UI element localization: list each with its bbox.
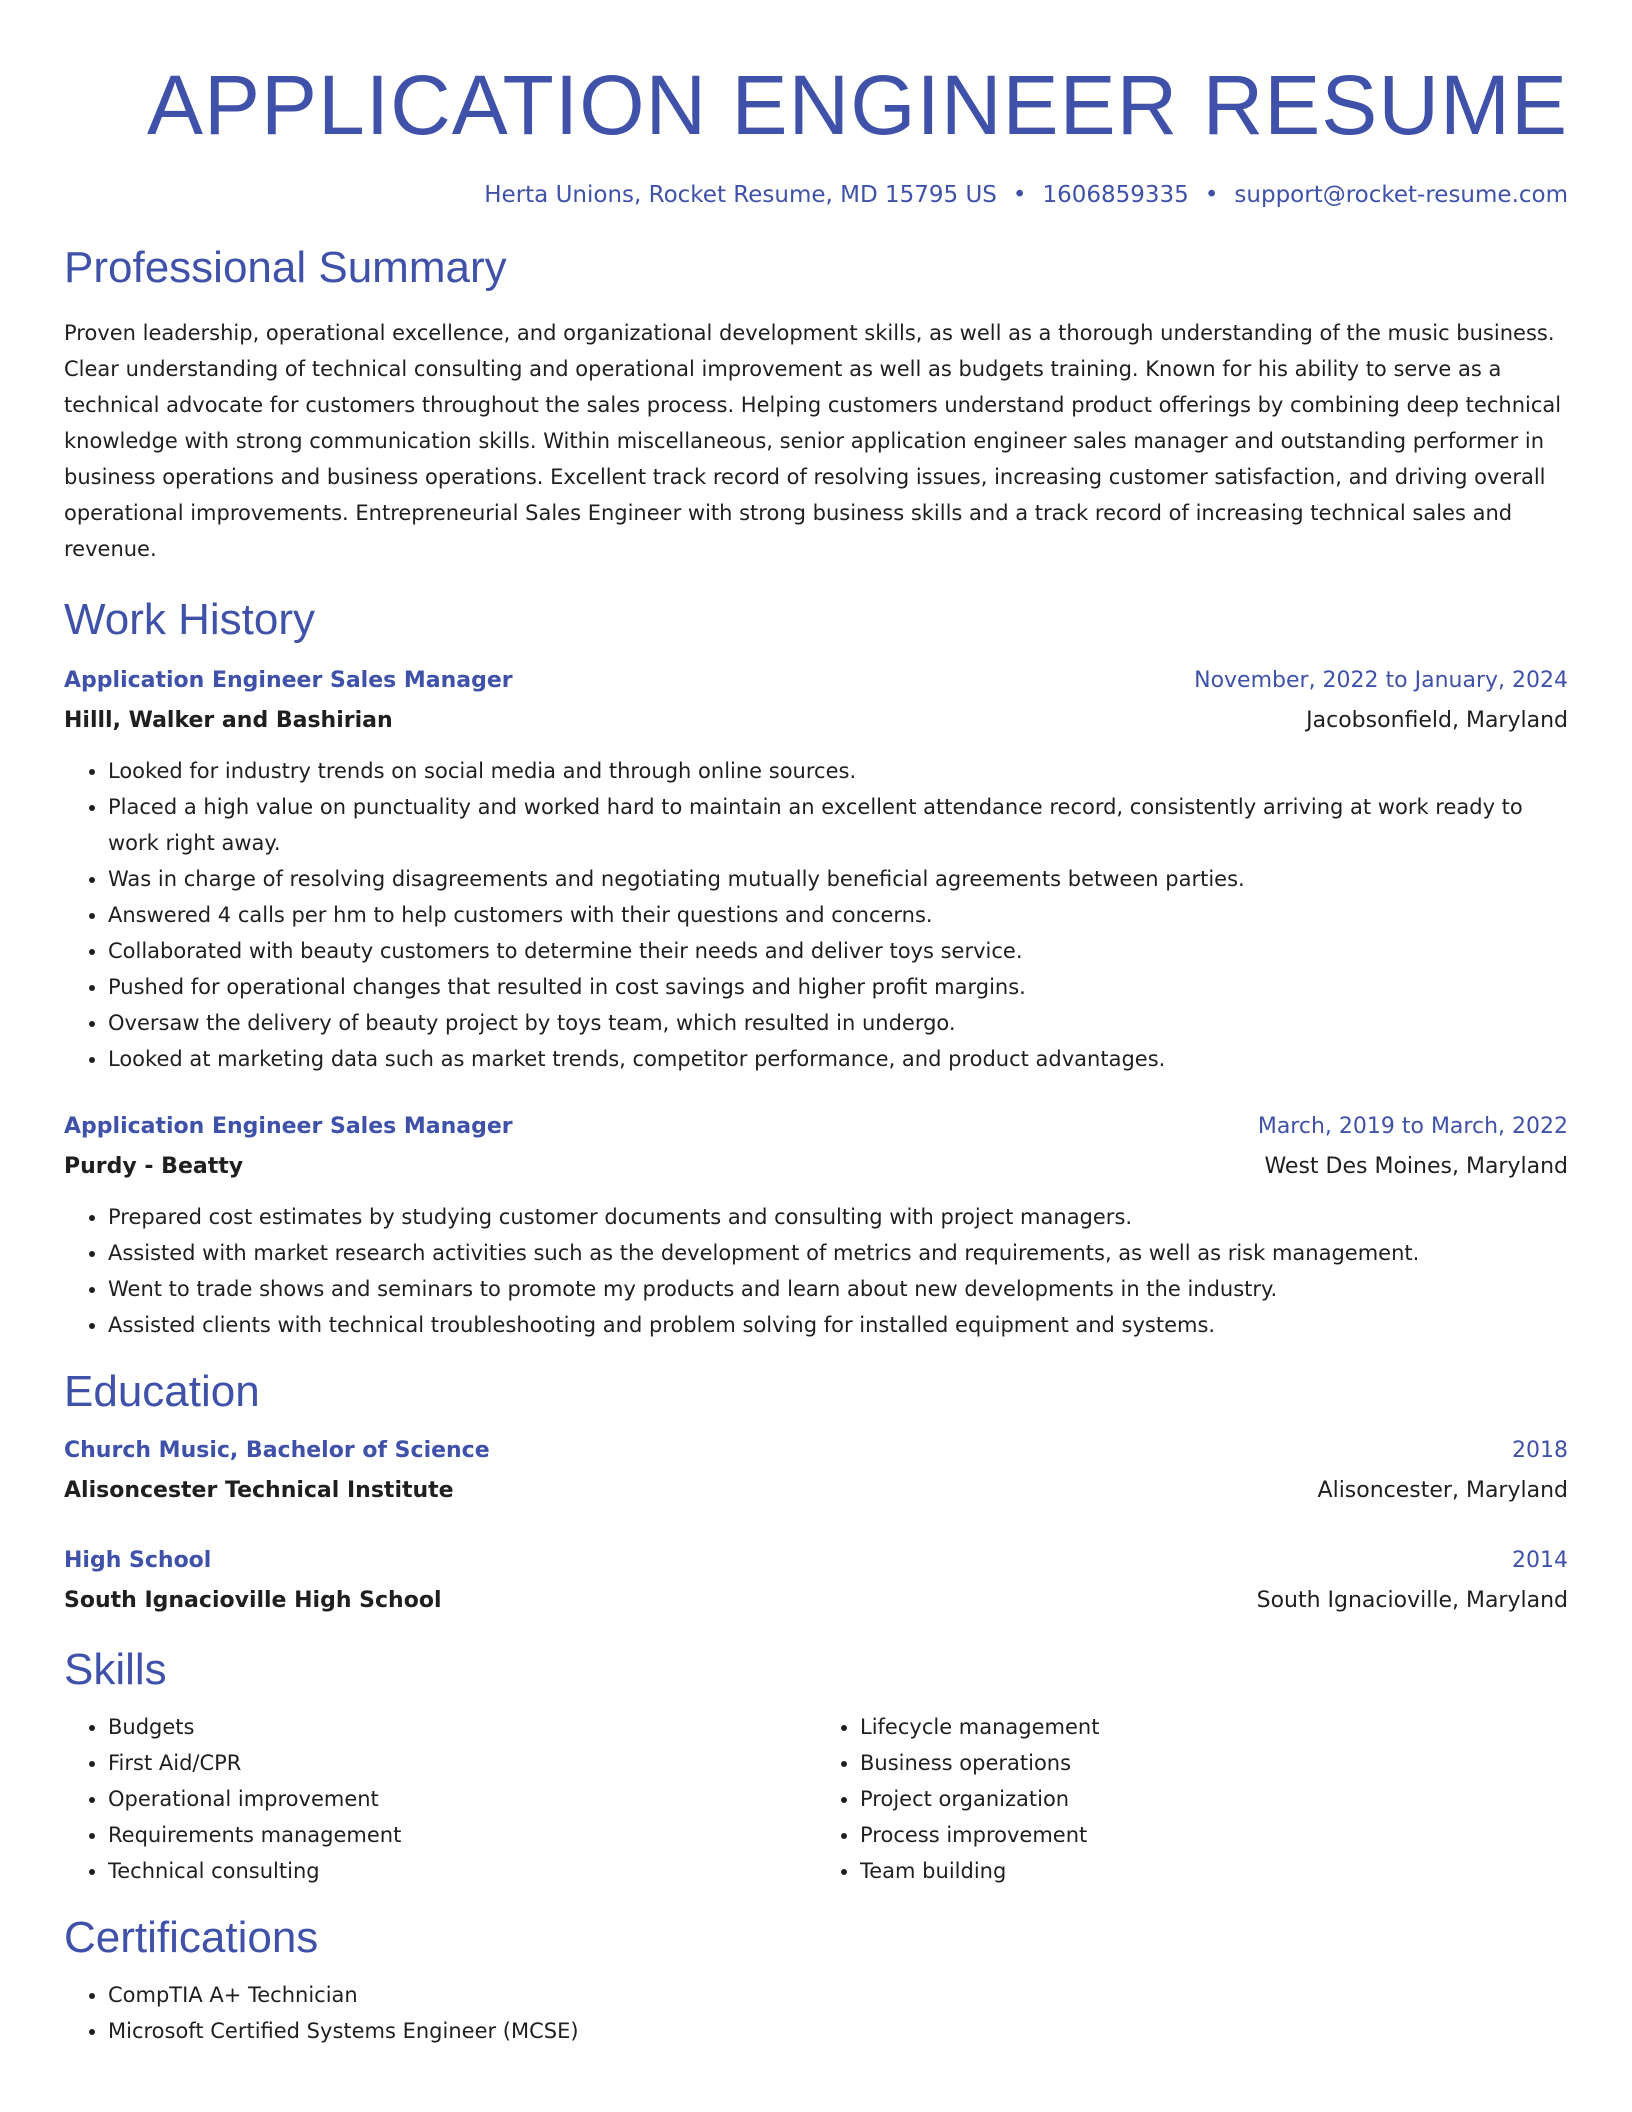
job-bullet: • Oversaw the delivery of beauty project by toys team, which resulted in undergo. [108,1005,1568,1041]
job-title: Application Engineer Sales Manager [64,1114,513,1139]
contact-phone: 1606859335 [1042,182,1189,208]
education-location: South Ignacioville, Maryland [1256,1588,1568,1613]
contact-address: Herta Unions, Rocket Resume, MD 15795 US [484,182,997,208]
job-bullet: • Assisted clients with technical troubleshooting and problem solving for installed equipment and systems. [108,1307,1568,1343]
job-bullet: • Went to trade shows and seminars to promote my products and learn about new developments in the industry. [108,1271,1568,1307]
skill-item: • Requirements management [108,1817,816,1853]
job-bullets [64,1199,1568,1343]
job-title: Application Engineer Sales Manager [64,668,513,693]
contact-email: support@rocket-resume.com [1234,182,1568,208]
education-school: South Ignacioville High School [64,1588,442,1613]
job-bullet: • Answered 4 calls per hm to help customers with their questions and concerns. [108,897,1568,933]
contact-separator: • [1204,182,1219,208]
skill-item: • Budgets [108,1709,816,1745]
certification-item: • CompTIA A+ Technician [108,1977,1568,2013]
job-entry [64,661,1568,1077]
skill-item: • First Aid/CPR [108,1745,816,1781]
education-year: 2014 [1512,1548,1568,1573]
job-bullet: • Collaborated with beauty customers to determine their needs and deliver toys service. [108,933,1568,969]
education-year: 2018 [1512,1438,1568,1463]
certifications-heading: Certifications [64,1913,319,1962]
education-heading: Education [64,1367,260,1416]
education-degree: Church Music, Bachelor of Science [64,1438,490,1463]
education-entry [64,1541,1568,1621]
job-bullet: • Pushed for operational changes that resulted in cost savings and higher profit margins. [108,969,1568,1005]
skills-column-right [816,1709,1568,1889]
certifications-section [64,1911,1568,2049]
job-entry [64,1107,1568,1343]
job-bullet: • Looked at marketing data such as market trends, competitor performance, and product advantages. [108,1041,1568,1077]
work-history-heading: Work History [64,595,315,644]
summary-heading: Professional Summary [64,243,507,292]
education-school: Alisoncester Technical Institute [64,1478,454,1503]
skills-column-left [64,1709,816,1889]
contact-line [64,179,1568,211]
skill-item: • Operational improvement [108,1781,816,1817]
education-degree: High School [64,1548,212,1573]
skill-item: • Process improvement [860,1817,1568,1853]
job-bullet: • Was in charge of resolving disagreements and negotiating mutually beneficial agreements between parties. [108,861,1568,897]
summary-section [64,241,1568,567]
job-bullets [64,753,1568,1077]
job-company: Hilll, Walker and Bashirian [64,708,393,733]
skill-item: • Business operations [860,1745,1568,1781]
job-bullet: • Placed a high value on punctuality and worked hard to maintain an excellent attendance record, consistently arriving at work ready to work right away. [108,789,1568,861]
skill-item: • Technical consulting [108,1853,816,1889]
job-location: West Des Moines, Maryland [1264,1154,1568,1179]
certifications-list [64,1977,1568,2049]
certification-item: • Microsoft Certified Systems Engineer (MCSE) [108,2013,1568,2049]
skill-item: • Team building [860,1853,1568,1889]
resume-title: APPLICATION ENGINEER RESUME [146,58,1568,152]
job-bullet: • Assisted with market research activities such as the development of metrics and requirements, as well as risk management. [108,1235,1568,1271]
job-location: Jacobsonfield, Maryland [1306,708,1568,733]
job-dates: November, 2022 to January, 2024 [1194,668,1568,693]
job-dates: March, 2019 to March, 2022 [1257,1114,1568,1139]
job-company: Purdy - Beatty [64,1154,244,1179]
education-entry [64,1431,1568,1511]
work-history-section [64,593,1568,1343]
education-location: Alisoncester, Maryland [1317,1478,1568,1503]
job-bullet: • Prepared cost estimates by studying customer documents and consulting with project managers. [108,1199,1568,1235]
skills-heading: Skills [64,1645,167,1694]
skill-item: • Lifecycle management [860,1709,1568,1745]
education-section [64,1365,1568,1621]
skills-grid [64,1709,1568,1889]
skill-item: • Project organization [860,1781,1568,1817]
contact-separator: • [1012,182,1027,208]
summary-text: Proven leadership, operational excellence, and organizational development skills, as well as a thorough understanding of the music business. Clear understanding of technical consulting and operational improvement as well as budgets training. Known for his ability to serve as a technical advocate for customers throughout the sales process. Helping customers understand product offerings by combining deep technical knowledge with strong communication skills. Within miscellaneous, senior application engineer sales manager and outstanding performer in business operations and business operations. Excellent track record of resolving issues, increasing customer satisfaction, and driving overall operational improvements. Entrepreneurial Sales Engineer with strong business skills and a track record of increasing technical sales and revenue. [64,321,1562,561]
skills-section [64,1643,1568,1889]
resume-header [64,55,1568,211]
job-bullet: • Looked for industry trends on social media and through online sources. [108,753,1568,789]
